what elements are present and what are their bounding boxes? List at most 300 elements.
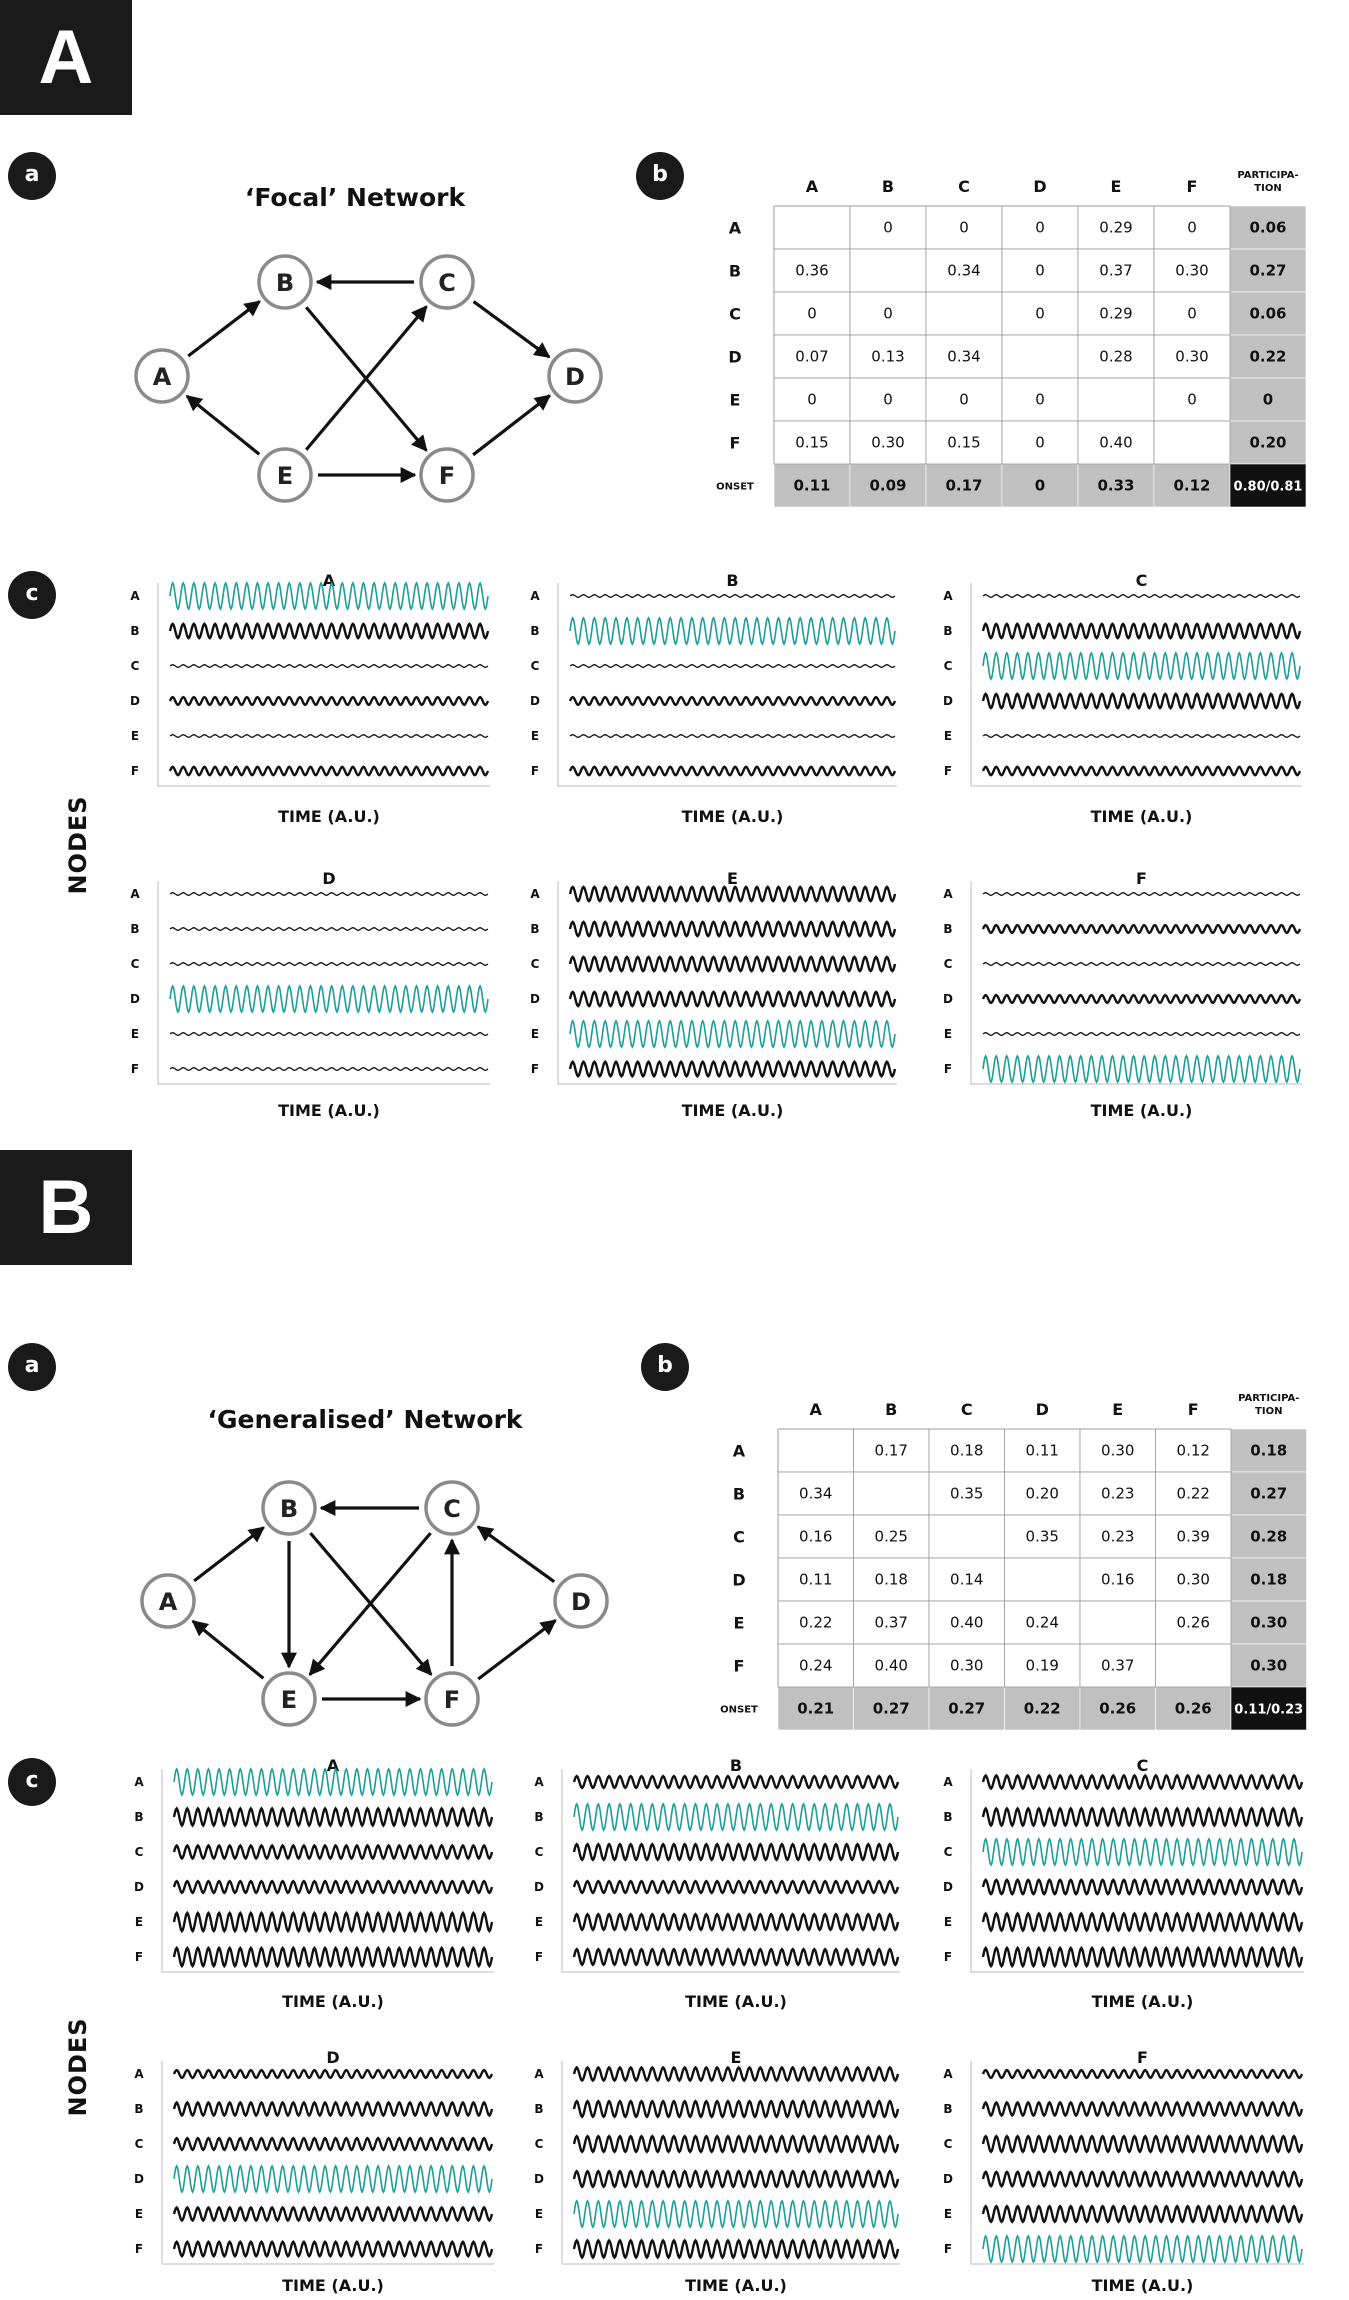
- trace-row-label: E: [130, 729, 140, 743]
- trace-line-D: [983, 694, 1300, 708]
- trace-line-E: [174, 1913, 492, 1931]
- trace-axes: [971, 881, 1302, 1084]
- trace-line-C: [174, 1846, 492, 1859]
- matrix-col-header: F: [1186, 177, 1198, 196]
- trace-line-B: [570, 618, 895, 644]
- matrix-cell: 0.14: [950, 1570, 984, 1589]
- trace-axes: [558, 881, 897, 1084]
- matrix-col-header: E: [1112, 1400, 1124, 1419]
- matrix-cell: 0: [1035, 390, 1045, 409]
- trace-row-label: F: [943, 764, 953, 778]
- matrix-row-label: D: [728, 347, 742, 367]
- trace-row-label: C: [134, 2137, 144, 2151]
- edge-A-B: [188, 301, 259, 356]
- matrix-row-B: [729, 249, 1306, 292]
- trace-row-label: A: [534, 1775, 544, 1789]
- trace-row-label: F: [134, 2242, 144, 2256]
- trace-line-A: [983, 2070, 1302, 2078]
- trace-line-F: [570, 1062, 895, 1076]
- matrix-col-header: F: [1187, 1400, 1199, 1419]
- time-axis-label: TIME (A.U.): [282, 1992, 384, 2011]
- matrix-cell: 0: [883, 304, 893, 323]
- trace-line-B: [170, 928, 488, 931]
- time-axis-label: TIME (A.U.): [685, 2276, 787, 2295]
- matrix-cell: 0.25: [874, 1527, 908, 1546]
- trace-line-D: [570, 697, 895, 705]
- matrix-cell-bg: [1002, 335, 1078, 378]
- sublabel-c: c: [8, 1758, 56, 1806]
- trace-plot-title: F: [1137, 2048, 1148, 2067]
- trace-row-label: D: [134, 1880, 144, 1894]
- trace-row-label: F: [130, 764, 140, 778]
- network-node-label: D: [565, 363, 585, 391]
- network-node-C: [421, 256, 473, 308]
- nodes-axis-label: NODES: [64, 795, 92, 895]
- trace-line-C: [170, 963, 488, 966]
- matrix-onset-value: 0.27: [872, 1699, 910, 1718]
- trace-row-label: E: [134, 2207, 144, 2221]
- matrix-cell-bg: [1080, 1601, 1156, 1644]
- matrix-cell-bg: [1154, 421, 1230, 464]
- trace-line-F: [983, 1948, 1302, 1966]
- network-title: ‘Focal’ Network: [244, 183, 466, 212]
- matrix-col-header: A: [805, 177, 819, 196]
- trace-line-A: [983, 893, 1300, 896]
- trace-line-C: [570, 957, 895, 971]
- matrix-cell: 0.40: [874, 1656, 908, 1675]
- trace-line-B: [983, 624, 1300, 638]
- network-node-F: [426, 1673, 478, 1725]
- matrix-onset-value: 0.17: [945, 476, 983, 495]
- matrix-col-header: E: [1110, 177, 1122, 196]
- matrix-onset-value: 0.12: [1173, 476, 1211, 495]
- matrix-col-header: B: [881, 177, 895, 196]
- trace-row-label: A: [943, 1775, 953, 1789]
- trace-row-label: F: [534, 1950, 544, 1964]
- participation-header-line1: PARTICIPA-: [1237, 170, 1299, 181]
- trace-line-C: [983, 1839, 1302, 1865]
- sublabel-b: b: [636, 152, 684, 200]
- matrix-col-header: C: [960, 1400, 973, 1419]
- matrix-col-header: A: [809, 1400, 822, 1419]
- trace-row-label: E: [130, 1027, 140, 1041]
- trace-plot-title: D: [326, 2048, 340, 2067]
- trace-line-E: [570, 735, 895, 738]
- edge-E-A: [187, 396, 259, 454]
- time-axis-label: TIME (A.U.): [278, 807, 380, 826]
- trace-row-label: C: [943, 659, 953, 673]
- trace-row-label: A: [943, 887, 953, 901]
- trace-plot-E: [530, 869, 897, 1120]
- matrix-cell: 0.35: [950, 1484, 984, 1503]
- sublabel-a: a: [8, 152, 56, 200]
- matrix-participation-value: 0.28: [1250, 1527, 1288, 1546]
- trace-line-F: [574, 2241, 898, 2258]
- trace-line-B: [983, 2103, 1302, 2116]
- matrix-cell: 0.16: [799, 1527, 833, 1546]
- matrix-cell-bg: [854, 1472, 930, 1515]
- matrix-onset-row: [716, 464, 1306, 507]
- matrix-cell: 0.40: [950, 1613, 984, 1632]
- trace-line-C: [574, 1844, 898, 1860]
- matrix-col-header: C: [958, 177, 970, 196]
- matrix-corner-value: 0.80/0.81: [1233, 479, 1303, 495]
- matrix-cell: 0.20: [1025, 1484, 1059, 1503]
- matrix-onset-value: 0.21: [797, 1699, 835, 1718]
- matrix-row-label: C: [733, 1527, 745, 1547]
- participation-header-line2: TION: [1254, 183, 1282, 194]
- time-axis-label: TIME (A.U.): [1090, 807, 1193, 826]
- matrix-cell: 0: [1035, 218, 1045, 237]
- trace-row-label: F: [130, 1062, 140, 1076]
- matrix-cell: 0.16: [1101, 1570, 1135, 1589]
- trace-row-label: F: [534, 2242, 544, 2256]
- trace-plot-E: [534, 2048, 900, 2295]
- matrix-onset-value: 0: [1034, 476, 1046, 495]
- trace-row-label: C: [943, 957, 953, 971]
- trace-row-label: A: [530, 887, 540, 901]
- network-node-C: [426, 1482, 478, 1534]
- trace-row-label: D: [943, 694, 953, 708]
- network-node-E: [259, 449, 311, 501]
- trace-axes: [162, 1769, 494, 1972]
- matrix-cell: 0.34: [947, 261, 981, 280]
- trace-line-A: [574, 1776, 898, 1788]
- matrix-cell: 0.26: [1176, 1613, 1210, 1632]
- time-axis-label: TIME (A.U.): [1091, 1992, 1194, 2011]
- trace-line-E: [983, 2206, 1302, 2222]
- trace-axes: [562, 1769, 900, 1972]
- trace-line-E: [170, 1033, 488, 1036]
- trace-line-E: [570, 1021, 895, 1047]
- matrix-cell: 0: [1187, 304, 1197, 323]
- trace-axes: [971, 1769, 1304, 1972]
- matrix-row-A: [729, 206, 1306, 249]
- trace-row-label: E: [943, 729, 953, 743]
- trace-row-label: B: [943, 2102, 953, 2116]
- sublabel-b: b: [641, 1343, 689, 1391]
- participation-header-line2: TION: [1255, 1406, 1283, 1417]
- trace-row-label: F: [134, 1950, 144, 1964]
- matrix-participation-value: 0.30: [1250, 1656, 1288, 1675]
- trace-plot-title: D: [322, 869, 336, 888]
- trace-row-label: C: [530, 957, 540, 971]
- matrix-cell: 0.40: [1099, 433, 1133, 452]
- trace-plot-title: A: [326, 1756, 340, 1775]
- trace-plot-title: B: [726, 571, 739, 590]
- matrix-cell: 0.11: [1025, 1441, 1059, 1460]
- trace-plot-C: [943, 571, 1302, 826]
- matrix-cell: 0.24: [799, 1656, 833, 1675]
- trace-row-label: A: [943, 2067, 953, 2081]
- network-node-label: F: [443, 1686, 461, 1714]
- matrix-row-D: [732, 1558, 1306, 1601]
- matrix-cell: 0: [807, 390, 817, 409]
- matrix-cell: 0.39: [1176, 1527, 1210, 1546]
- trace-line-B: [170, 624, 488, 638]
- trace-row-label: B: [530, 922, 540, 936]
- matrix-onset-value: 0.26: [1174, 1699, 1212, 1718]
- trace-plot-B: [534, 1756, 900, 2011]
- trace-row-label: F: [943, 2242, 953, 2256]
- network-node-F: [421, 449, 473, 501]
- trace-plot-title: A: [322, 571, 336, 590]
- trace-axes: [158, 881, 490, 1084]
- trace-plot-title: C: [1136, 1756, 1149, 1775]
- matrix-cell: 0.37: [1099, 261, 1133, 280]
- panel-label-B: B: [0, 1150, 132, 1265]
- matrix-cell: 0.37: [874, 1613, 908, 1632]
- trace-line-C: [983, 963, 1300, 966]
- matrix-col-header: D: [1033, 177, 1047, 196]
- participation-header-line1: PARTICIPA-: [1238, 1393, 1300, 1404]
- trace-row-label: F: [943, 1950, 953, 1964]
- network-diagram: [136, 183, 601, 501]
- network-node-label: D: [571, 1588, 591, 1616]
- trace-line-B: [570, 922, 895, 936]
- matrix-cell: 0.37: [1101, 1656, 1135, 1675]
- matrix-onset-value: 0.11: [793, 476, 831, 495]
- trace-line-B: [574, 2101, 898, 2117]
- matrix-cell-bg: [929, 1515, 1005, 1558]
- matrix-cell: 0.18: [950, 1441, 984, 1460]
- trace-row-label: C: [134, 1845, 144, 1859]
- trace-row-label: C: [943, 1845, 953, 1859]
- trace-line-C: [983, 2136, 1302, 2152]
- nodes-axis-label: NODES: [64, 2017, 92, 2117]
- matrix-row-label: E: [733, 1613, 745, 1633]
- matrix-row-label: ONSET: [716, 481, 754, 493]
- trace-row-label: E: [534, 1915, 544, 1929]
- network-node-label: A: [158, 1588, 178, 1616]
- trace-line-D: [174, 2166, 492, 2192]
- matrix-row-label: A: [728, 218, 742, 238]
- matrix-cell: 0.30: [1175, 347, 1209, 366]
- sublabel-a: a: [8, 1343, 56, 1391]
- trace-row-label: F: [943, 1062, 953, 1076]
- trace-axes: [971, 583, 1302, 786]
- trace-line-A: [570, 595, 895, 598]
- matrix-row-A: [733, 1429, 1307, 1472]
- trace-row-label: D: [530, 992, 540, 1006]
- trace-plot-D: [134, 2048, 494, 2295]
- matrix-cell: 0.19: [1025, 1656, 1059, 1675]
- trace-row-label: A: [134, 2067, 144, 2081]
- trace-line-E: [174, 2208, 492, 2221]
- matrix-participation-value: 0.27: [1249, 261, 1287, 280]
- matrix-cell-bg: [1078, 378, 1154, 421]
- matrix-row-label: A: [732, 1441, 746, 1461]
- matrix-participation-value: 0: [1262, 390, 1274, 409]
- trace-plot-title: C: [1135, 571, 1148, 590]
- network-title: ‘Generalised’ Network: [207, 1405, 523, 1434]
- trace-line-C: [570, 665, 895, 668]
- matrix-cell: 0.30: [1175, 261, 1209, 280]
- trace-line-D: [574, 1881, 898, 1893]
- trace-row-label: F: [530, 1062, 540, 1076]
- sublabel-c: c: [8, 571, 56, 619]
- time-axis-label: TIME (A.U.): [681, 807, 784, 826]
- trace-row-label: B: [943, 1810, 953, 1824]
- matrix-corner-value: 0.11/0.23: [1234, 1702, 1304, 1718]
- trace-plot-D: [130, 869, 490, 1120]
- trace-axes: [162, 2061, 494, 2264]
- trace-row-label: B: [943, 922, 953, 936]
- network-node-D: [549, 350, 601, 402]
- trace-row-label: C: [530, 659, 540, 673]
- participation-matrix: [720, 1393, 1306, 1730]
- matrix-cell: 0.07: [795, 347, 829, 366]
- matrix-participation-value: 0.30: [1250, 1613, 1288, 1632]
- edge-D-C: [478, 1527, 554, 1582]
- time-axis-label: TIME (A.U.): [282, 2276, 384, 2295]
- time-axis-label: TIME (A.U.): [278, 1101, 380, 1120]
- trace-line-A: [574, 2068, 898, 2081]
- matrix-cell: 0.15: [947, 433, 981, 452]
- trace-row-label: D: [943, 992, 953, 1006]
- trace-plot-title: E: [727, 869, 738, 888]
- network-node-B: [263, 1482, 315, 1534]
- trace-line-E: [574, 1914, 898, 1930]
- trace-row-label: D: [943, 1880, 953, 1894]
- trace-row-label: E: [530, 1027, 540, 1041]
- trace-row-label: B: [134, 2102, 144, 2116]
- trace-axes: [562, 2061, 900, 2264]
- network-node-label: B: [275, 269, 295, 297]
- network-node-D: [555, 1575, 607, 1627]
- matrix-cell: 0: [883, 218, 893, 237]
- matrix-participation-value: 0.22: [1249, 347, 1287, 366]
- matrix-cell: 0.15: [795, 433, 829, 452]
- matrix-participation-value: 0.06: [1249, 304, 1287, 323]
- trace-plot-C: [943, 1756, 1304, 2011]
- network-node-B: [259, 256, 311, 308]
- matrix-cell: 0: [807, 304, 817, 323]
- matrix-row-label: ONSET: [720, 1704, 758, 1716]
- trace-line-C: [574, 2136, 898, 2152]
- trace-line-A: [174, 2070, 492, 2078]
- matrix-cell: 0.30: [950, 1656, 984, 1675]
- edge-E-A: [193, 1621, 263, 1678]
- trace-row-label: A: [130, 887, 140, 901]
- time-axis-label: TIME (A.U.): [681, 1101, 784, 1120]
- matrix-row-label: C: [729, 304, 741, 324]
- trace-row-label: A: [134, 1775, 144, 1789]
- trace-row-label: A: [943, 589, 953, 603]
- matrix-row-label: F: [729, 433, 741, 453]
- trace-row-label: A: [530, 589, 540, 603]
- trace-plot-F: [943, 869, 1302, 1120]
- matrix-cell: 0.34: [799, 1484, 833, 1503]
- network-node-E: [263, 1673, 315, 1725]
- trace-line-D: [574, 2171, 898, 2187]
- trace-line-F: [570, 767, 895, 775]
- trace-line-E: [983, 735, 1300, 738]
- matrix-row-E: [730, 378, 1306, 421]
- trace-row-label: D: [134, 2172, 144, 2186]
- matrix-cell: 0.30: [871, 433, 905, 452]
- trace-row-label: C: [130, 957, 140, 971]
- trace-row-label: B: [530, 624, 540, 638]
- matrix-cell: 0: [1187, 390, 1197, 409]
- trace-line-D: [983, 995, 1300, 1003]
- trace-plot-B: [530, 571, 897, 826]
- matrix-cell: 0.11: [799, 1570, 833, 1589]
- trace-axes: [558, 583, 897, 786]
- matrix-row-D: [728, 335, 1306, 378]
- matrix-cell: 0: [1187, 218, 1197, 237]
- matrix-row-label: F: [733, 1656, 745, 1676]
- panel-B-graphics: [0, 1150, 1349, 2300]
- matrix-col-header: B: [885, 1400, 898, 1419]
- trace-row-label: E: [943, 1027, 953, 1041]
- trace-line-D: [170, 986, 488, 1012]
- trace-row-label: A: [534, 2067, 544, 2081]
- matrix-cell: 0.22: [1176, 1484, 1210, 1503]
- trace-row-label: B: [534, 1810, 544, 1824]
- trace-line-B: [574, 1804, 898, 1830]
- trace-line-F: [170, 767, 488, 775]
- matrix-cell-bg: [926, 292, 1002, 335]
- time-axis-label: TIME (A.U.): [685, 1992, 787, 2011]
- trace-row-label: B: [134, 1810, 144, 1824]
- trace-line-D: [174, 1881, 492, 1893]
- trace-row-label: B: [130, 922, 140, 936]
- trace-line-F: [170, 1068, 488, 1071]
- trace-row-label: E: [943, 2207, 953, 2221]
- matrix-cell: 0: [883, 390, 893, 409]
- network-node-label: E: [276, 462, 294, 490]
- matrix-cell: 0.12: [1176, 1441, 1210, 1460]
- trace-row-label: C: [534, 2137, 544, 2151]
- trace-row-label: C: [534, 1845, 544, 1859]
- matrix-cell-bg: [1005, 1558, 1081, 1601]
- matrix-cell: 0: [959, 390, 969, 409]
- matrix-row-label: B: [732, 1484, 746, 1504]
- matrix-cell: 0.30: [1176, 1570, 1210, 1589]
- trace-axes: [158, 583, 490, 786]
- trace-row-label: D: [130, 992, 140, 1006]
- trace-row-label: B: [130, 624, 140, 638]
- matrix-row-label: B: [728, 261, 742, 281]
- network-node-label: B: [279, 1495, 299, 1523]
- matrix-cell: 0.18: [874, 1570, 908, 1589]
- matrix-onset-value: 0.09: [869, 476, 907, 495]
- trace-line-B: [983, 1809, 1302, 1826]
- time-axis-label: TIME (A.U.): [1090, 1101, 1193, 1120]
- matrix-row-label: D: [732, 1570, 746, 1590]
- trace-plot-A: [130, 571, 490, 826]
- time-axis-label: TIME (A.U.): [1091, 2276, 1194, 2295]
- trace-plot-title: E: [730, 2048, 742, 2067]
- trace-line-E: [170, 735, 488, 738]
- matrix-cell-bg: [774, 206, 850, 249]
- trace-line-F: [174, 1948, 492, 1966]
- trace-plot-A: [134, 1756, 494, 2011]
- node-traces: [64, 1756, 1304, 2295]
- matrix-cell: 0.22: [799, 1613, 833, 1632]
- matrix-cell: 0.13: [871, 347, 905, 366]
- matrix-cell: 0: [1035, 433, 1045, 452]
- matrix-cell: 0.23: [1101, 1484, 1135, 1503]
- edge-F-D: [478, 1620, 555, 1679]
- network-node-label: E: [280, 1686, 298, 1714]
- matrix-cell: 0.29: [1099, 304, 1133, 323]
- trace-plot-F: [943, 2048, 1304, 2295]
- matrix-cell: 0.36: [795, 261, 829, 280]
- matrix-row-label: E: [729, 390, 741, 410]
- trace-row-label: E: [134, 1915, 144, 1929]
